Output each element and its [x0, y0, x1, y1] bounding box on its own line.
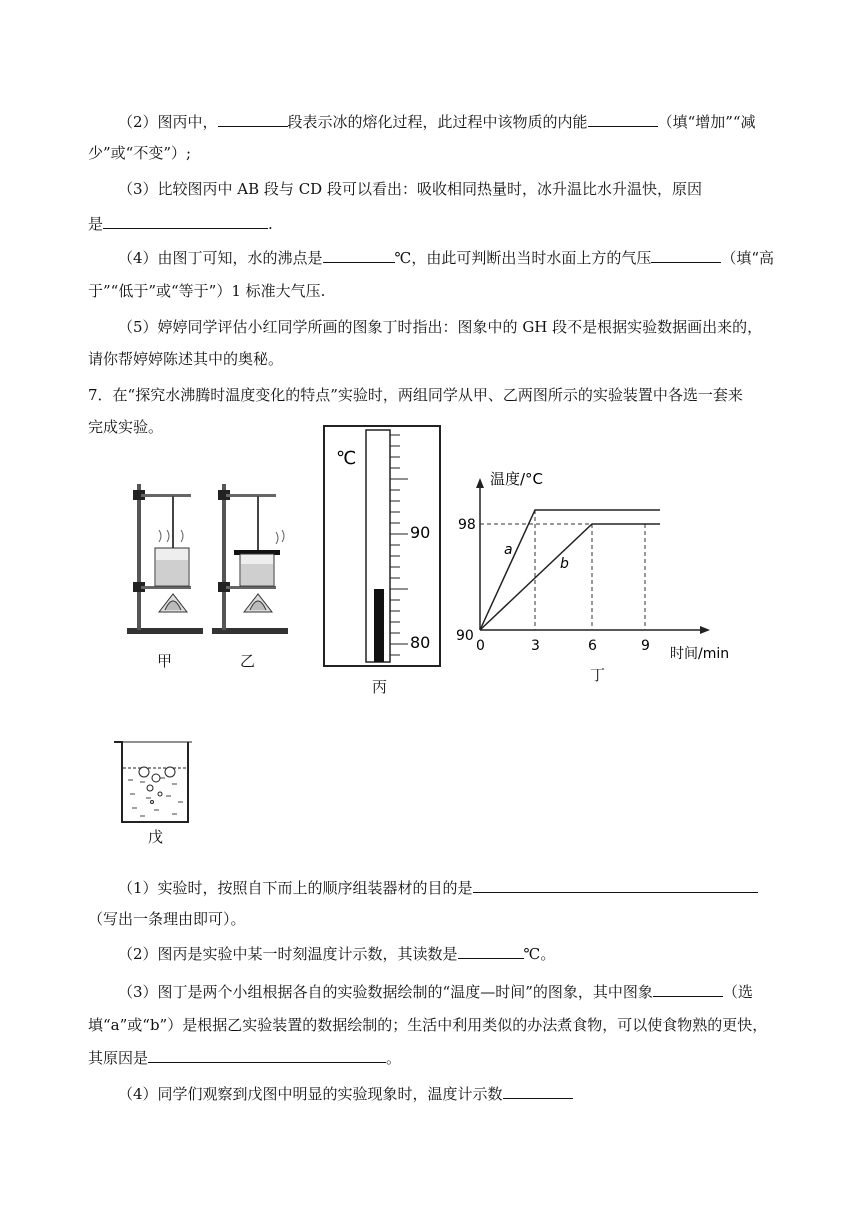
- figure-label-ding: 丁: [590, 666, 606, 684]
- graph-label-b: b: [560, 556, 569, 572]
- q6-part5-line1: （5）婷婷同学评估小红同学所画的图象丁时指出：图象中的 GH 段不是根据实验数据画出来的，: [118, 318, 763, 336]
- answer-blank[interactable]: [653, 980, 723, 997]
- figure-label-wu: 戊: [148, 828, 164, 846]
- answer-blank[interactable]: [473, 876, 758, 893]
- figure-label-jia: 甲: [157, 652, 173, 670]
- thermometer-unit: ℃: [336, 448, 357, 469]
- graph-y-tick-98: 98: [458, 517, 476, 533]
- temperature-time-graph: [452, 464, 752, 664]
- q7-intro-line2: 完成实验。: [88, 418, 164, 436]
- graph-y-axis-label: 温度/°C: [490, 470, 544, 488]
- answer-blank[interactable]: [458, 942, 524, 959]
- graph-x-tick-3: 3: [531, 638, 540, 654]
- graph-label-a: a: [504, 542, 513, 558]
- thermometer-label-80: 80: [410, 633, 431, 652]
- figure-label-yi: 乙: [240, 652, 256, 670]
- q7-part2-line1: （2）图丙是实验中某一时刻温度计示数，其读数是 ℃。: [118, 942, 555, 965]
- answer-blank[interactable]: [588, 110, 658, 127]
- q6-part3-line1: （3）比较图丙中 AB 段与 CD 段可以看出：吸收相同热量时，冰升温比水升温快，原因: [118, 180, 702, 198]
- answer-blank[interactable]: [651, 246, 721, 263]
- q7-part4-line1: （4）同学们观察到戊图中明显的实验现象时，温度计示数: [118, 1082, 573, 1105]
- q7-intro-line1: 7．在“探究水沸腾时温度变化的特点”实验时，两组同学从甲、乙两图所示的实验装置中各选一套来: [88, 386, 743, 404]
- q6-part4-line2: 于”“低于”或“等于”）1 标准大气压.: [88, 282, 326, 300]
- q7-part3-line1: （3）图丁是两个小组根据各自的实验数据绘制的“温度—时间”的图象，其中图象 （选: [118, 980, 753, 1003]
- graph-x-tick-6: 6: [588, 638, 597, 654]
- apparatus-jia-figure: [125, 482, 205, 640]
- q7-part3-line3: 其原因是 。: [88, 1046, 401, 1069]
- q7-part1-line2: （写出一条理由即可）。: [88, 910, 246, 928]
- thermometer-bing-figure: [322, 424, 444, 672]
- q7-part3-line2: 填“a”或“b”）是根据乙实验装置的数据绘制的；生活中利用类似的办法煮食物，可以使食物熟的更快，: [88, 1016, 768, 1034]
- graph-x-axis-label: 时间/min: [670, 646, 730, 662]
- q6-part4-line1: （4）由图丁可知，水的沸点是 ℃，由此可判断出当时水面上方的气压 （填“高: [118, 246, 774, 269]
- q6-part3-line2: 是 .: [88, 212, 273, 235]
- boiling-beaker-wu-figure: [112, 738, 196, 826]
- graph-line-a: [480, 510, 660, 630]
- q6-part5-line2: 请你帮婷婷陈述其中的奥秘。: [88, 350, 284, 368]
- answer-blank[interactable]: [218, 110, 288, 127]
- figure-label-bing: 丙: [372, 678, 388, 696]
- q7-part1-line1: （1）实验时，按照自下而上的顺序组装器材的目的是: [118, 876, 758, 899]
- thermometer-label-90: 90: [410, 523, 431, 542]
- answer-blank[interactable]: [103, 212, 268, 229]
- q6-part2-line2: 少”或“不变”）;: [88, 144, 192, 162]
- graph-line-b: [480, 524, 660, 630]
- thermometer-liquid-column: [374, 589, 384, 662]
- answer-blank[interactable]: [323, 246, 395, 263]
- answer-blank[interactable]: [148, 1046, 386, 1063]
- graph-y-tick-90: 90: [456, 628, 474, 644]
- graph-x-tick-0: 0: [476, 638, 485, 654]
- graph-x-tick-9: 9: [641, 638, 650, 654]
- answer-blank[interactable]: [503, 1082, 573, 1099]
- apparatus-yi-figure: [210, 482, 290, 640]
- q6-part2-line1: （2）图丙中， 段表示冰的熔化过程，此过程中该物质的内能 （填“增加”“减: [118, 110, 756, 133]
